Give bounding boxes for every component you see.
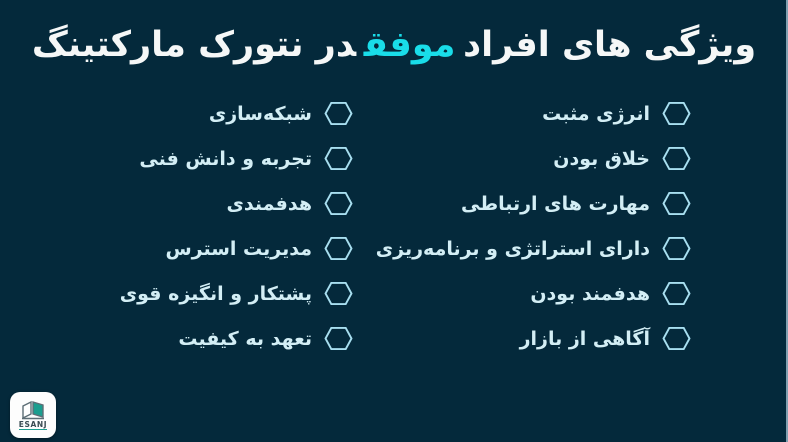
open-book-icon bbox=[20, 400, 46, 420]
hexagon-bullet-icon bbox=[324, 236, 353, 261]
hexagon-bullet-icon bbox=[662, 236, 691, 261]
esanj-logo bbox=[10, 392, 56, 438]
list-item bbox=[59, 234, 353, 264]
list-item bbox=[397, 144, 691, 174]
title-prefix: ویژگی های افراد bbox=[463, 25, 757, 65]
list-item-label: مهارت های ارتباطی bbox=[460, 192, 650, 215]
list-item-label: مدیریت استرس bbox=[165, 237, 312, 260]
list-item bbox=[59, 324, 353, 354]
page-title bbox=[0, 20, 788, 71]
list-item bbox=[397, 189, 691, 219]
list-item bbox=[59, 144, 353, 174]
list-item-label: خلاق بودن bbox=[553, 147, 650, 170]
list-item bbox=[59, 279, 353, 309]
hexagon-bullet-icon bbox=[324, 191, 353, 216]
title-highlight: موفق bbox=[363, 25, 456, 65]
list-item-label: دارای استراتژی و برنامه‌ریزی bbox=[375, 237, 650, 260]
logo-wordmark: ESANJ bbox=[18, 419, 48, 429]
list-item-label: هدفمند بودن bbox=[530, 282, 650, 305]
list-item-label: شبکه‌سازی bbox=[208, 102, 312, 125]
hexagon-bullet-icon bbox=[324, 101, 353, 126]
list-item bbox=[397, 99, 691, 129]
items-grid bbox=[0, 99, 788, 354]
list-item bbox=[59, 189, 353, 219]
list-item-label: انرژی مثبت bbox=[542, 102, 650, 125]
hexagon-bullet-icon bbox=[662, 281, 691, 306]
list-item bbox=[375, 234, 691, 264]
hexagon-bullet-icon bbox=[324, 281, 353, 306]
hexagon-bullet-icon bbox=[662, 191, 691, 216]
column-right bbox=[375, 99, 691, 354]
list-item bbox=[397, 324, 691, 354]
list-item-label: تجربه و دانش فنی bbox=[139, 147, 312, 170]
title-suffix: در نتورک مارکتینگ bbox=[31, 25, 357, 65]
list-item-label: پشتکار و انگیزه قوی bbox=[119, 282, 312, 305]
list-item-label: تعهد به کیفیت bbox=[178, 327, 312, 350]
list-item bbox=[59, 99, 353, 129]
hexagon-bullet-icon bbox=[662, 101, 691, 126]
list-item-label: آگاهی از بازار bbox=[519, 327, 650, 350]
column-left bbox=[59, 99, 353, 354]
hexagon-bullet-icon bbox=[662, 326, 691, 351]
hexagon-bullet-icon bbox=[662, 146, 691, 171]
hexagon-bullet-icon bbox=[324, 326, 353, 351]
hexagon-bullet-icon bbox=[324, 146, 353, 171]
list-item-label: هدفمندی bbox=[226, 192, 312, 215]
list-item bbox=[397, 279, 691, 309]
